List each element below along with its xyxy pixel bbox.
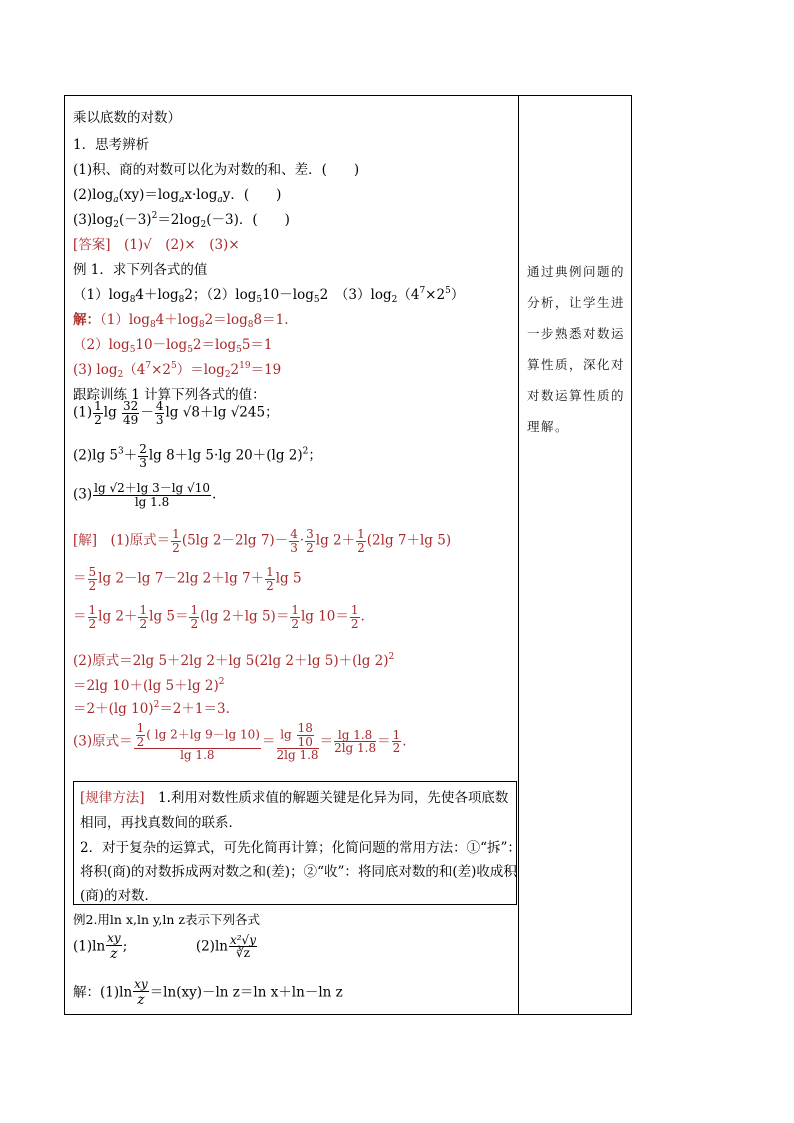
column-divider [518,96,519,1014]
solution-1: 解：$(1)\log_84+\log_82=\log_88=1$. [73,312,289,330]
method-line-1: [规律方法] 1.利用对数性质求值的解题关键是化异为同，先使各项底数 [80,790,509,806]
judge-1: (1)积、商的对数可以化为对数的和、差．( ) [73,162,360,178]
method-line-3: 2．对于复杂的运算式，可先化简再计算；化简问题的常用方法：①“拆”： [80,840,521,856]
intro-line: 乘以底数的对数） [73,110,181,126]
example2-questions: (1)ln $\frac{xy}{z}$; (2)ln $\frac{\text{x²√y}}{∛z}$ [73,931,256,962]
method-line-4: 将积(商)的对数拆成两对数之和(差)；②“收”：将同底对数的和(差)收成积 [80,864,517,880]
track-solution-5: ＝2lg 10＋(lg 5＋lg 2)$^2$ [73,677,225,694]
track-solution-2: ＝ $\frac{5}{2}$ lg 2－lg 7－2lg 2＋lg 7＋ $\frac{1}{2}$ lg 5 [73,565,302,593]
track-solution-4: (2)原式＝2lg 5＋2lg 2＋lg 5(2lg 2＋lg 5)＋(lg 2)$^2$ [73,652,395,669]
track-solution-6: ＝2＋(lg 10)$^2$＝2＋1＝3. [73,700,230,717]
track-solution-1: [解] (1)原式＝ $\frac{1}{2}$ (5lg 2－2lg 7)－ $\frac{4}{3}$ · $\frac{3}{2}$ lg 2＋ $\frac{1}{2}$ (2lg 7＋lg 5) [73,527,452,555]
judge-3: $(3)\log_2(-3)^2=2\log_2(-3)$．( ) [73,211,290,230]
track-solution-7: (3)原式＝ $\frac{1}{2}$ ( lg 2＋lg 9－lg 10) lg 1.8 ＝ lg $\frac{18}{10}$ 2lg 1.8 ＝ $\frac{\lg 1.8}{2\lg 1.8}$ ＝ $\frac{1}{2}$ . [73,721,407,763]
track-q3: (3) $\frac{\lg √2+\lg 3-\lg √10}{\lg 1.8}$ . [73,481,217,509]
solution-2: $(2)\log_510-\log_52=\log_55=1$ [73,337,273,355]
answer-line: [答案] (1)√ (2)× (3)× [73,237,240,253]
method-box [73,781,521,905]
example2-solution: 解：(1)ln $\frac{xy}{z}=\ln(xy)-\ln$ z＝ln x＋ln－ln z [73,977,343,1008]
example1-question: $(1)\log_84+\log_82$；$(2)\log_510-\log_52$ $(3)\log_2(4^7\times 2^5)$ [73,286,465,305]
track-q2: (2)lg $5^3+$ $\frac{2}{3}$ lg 8＋lg 5·lg 20＋(lg 2)$^2$； [73,442,322,470]
example2-title: 例2.用ln x,ln y,ln z表示下列各式 [73,912,260,927]
method-line-5: (商)的对数． [80,888,159,904]
track-solution-3: ＝ $\frac{1}{2}$ lg 2＋ $\frac{1}{2}$ lg 5＝ $\frac{1}{2}$ (lg 2＋lg 5)＝ $\frac{1}{2}$ lg 10＝ $\frac{1}{2}$ . [73,603,365,631]
solution-3: (3) $\log_2(4^7\times 2^5)=\log_22^{19}=19$ [73,361,282,380]
think-title: 1．思考辨析 [73,137,150,153]
method-line-2: 相同，再找真数间的联系． [80,815,242,831]
track-title: 跟踪训练 1 计算下列各式的值： [73,387,266,403]
example1-title: 例 1．求下列各式的值 [73,262,208,278]
track-q1: (1) $\frac{1}{2}$ lg $\frac{32}{49}$ － $\frac{4}{3}$ lg √8＋lg √245； [73,399,279,427]
teaching-note: 通过典例问题的分析，让学生进一步熟悉对数运算性质，深化对对数运算性质的理解。 [527,264,626,434]
lesson-table [64,95,632,1015]
judge-2: $(2)\log_a(xy)=\log_ax\cdot\log_ay$．( ) [73,187,282,205]
